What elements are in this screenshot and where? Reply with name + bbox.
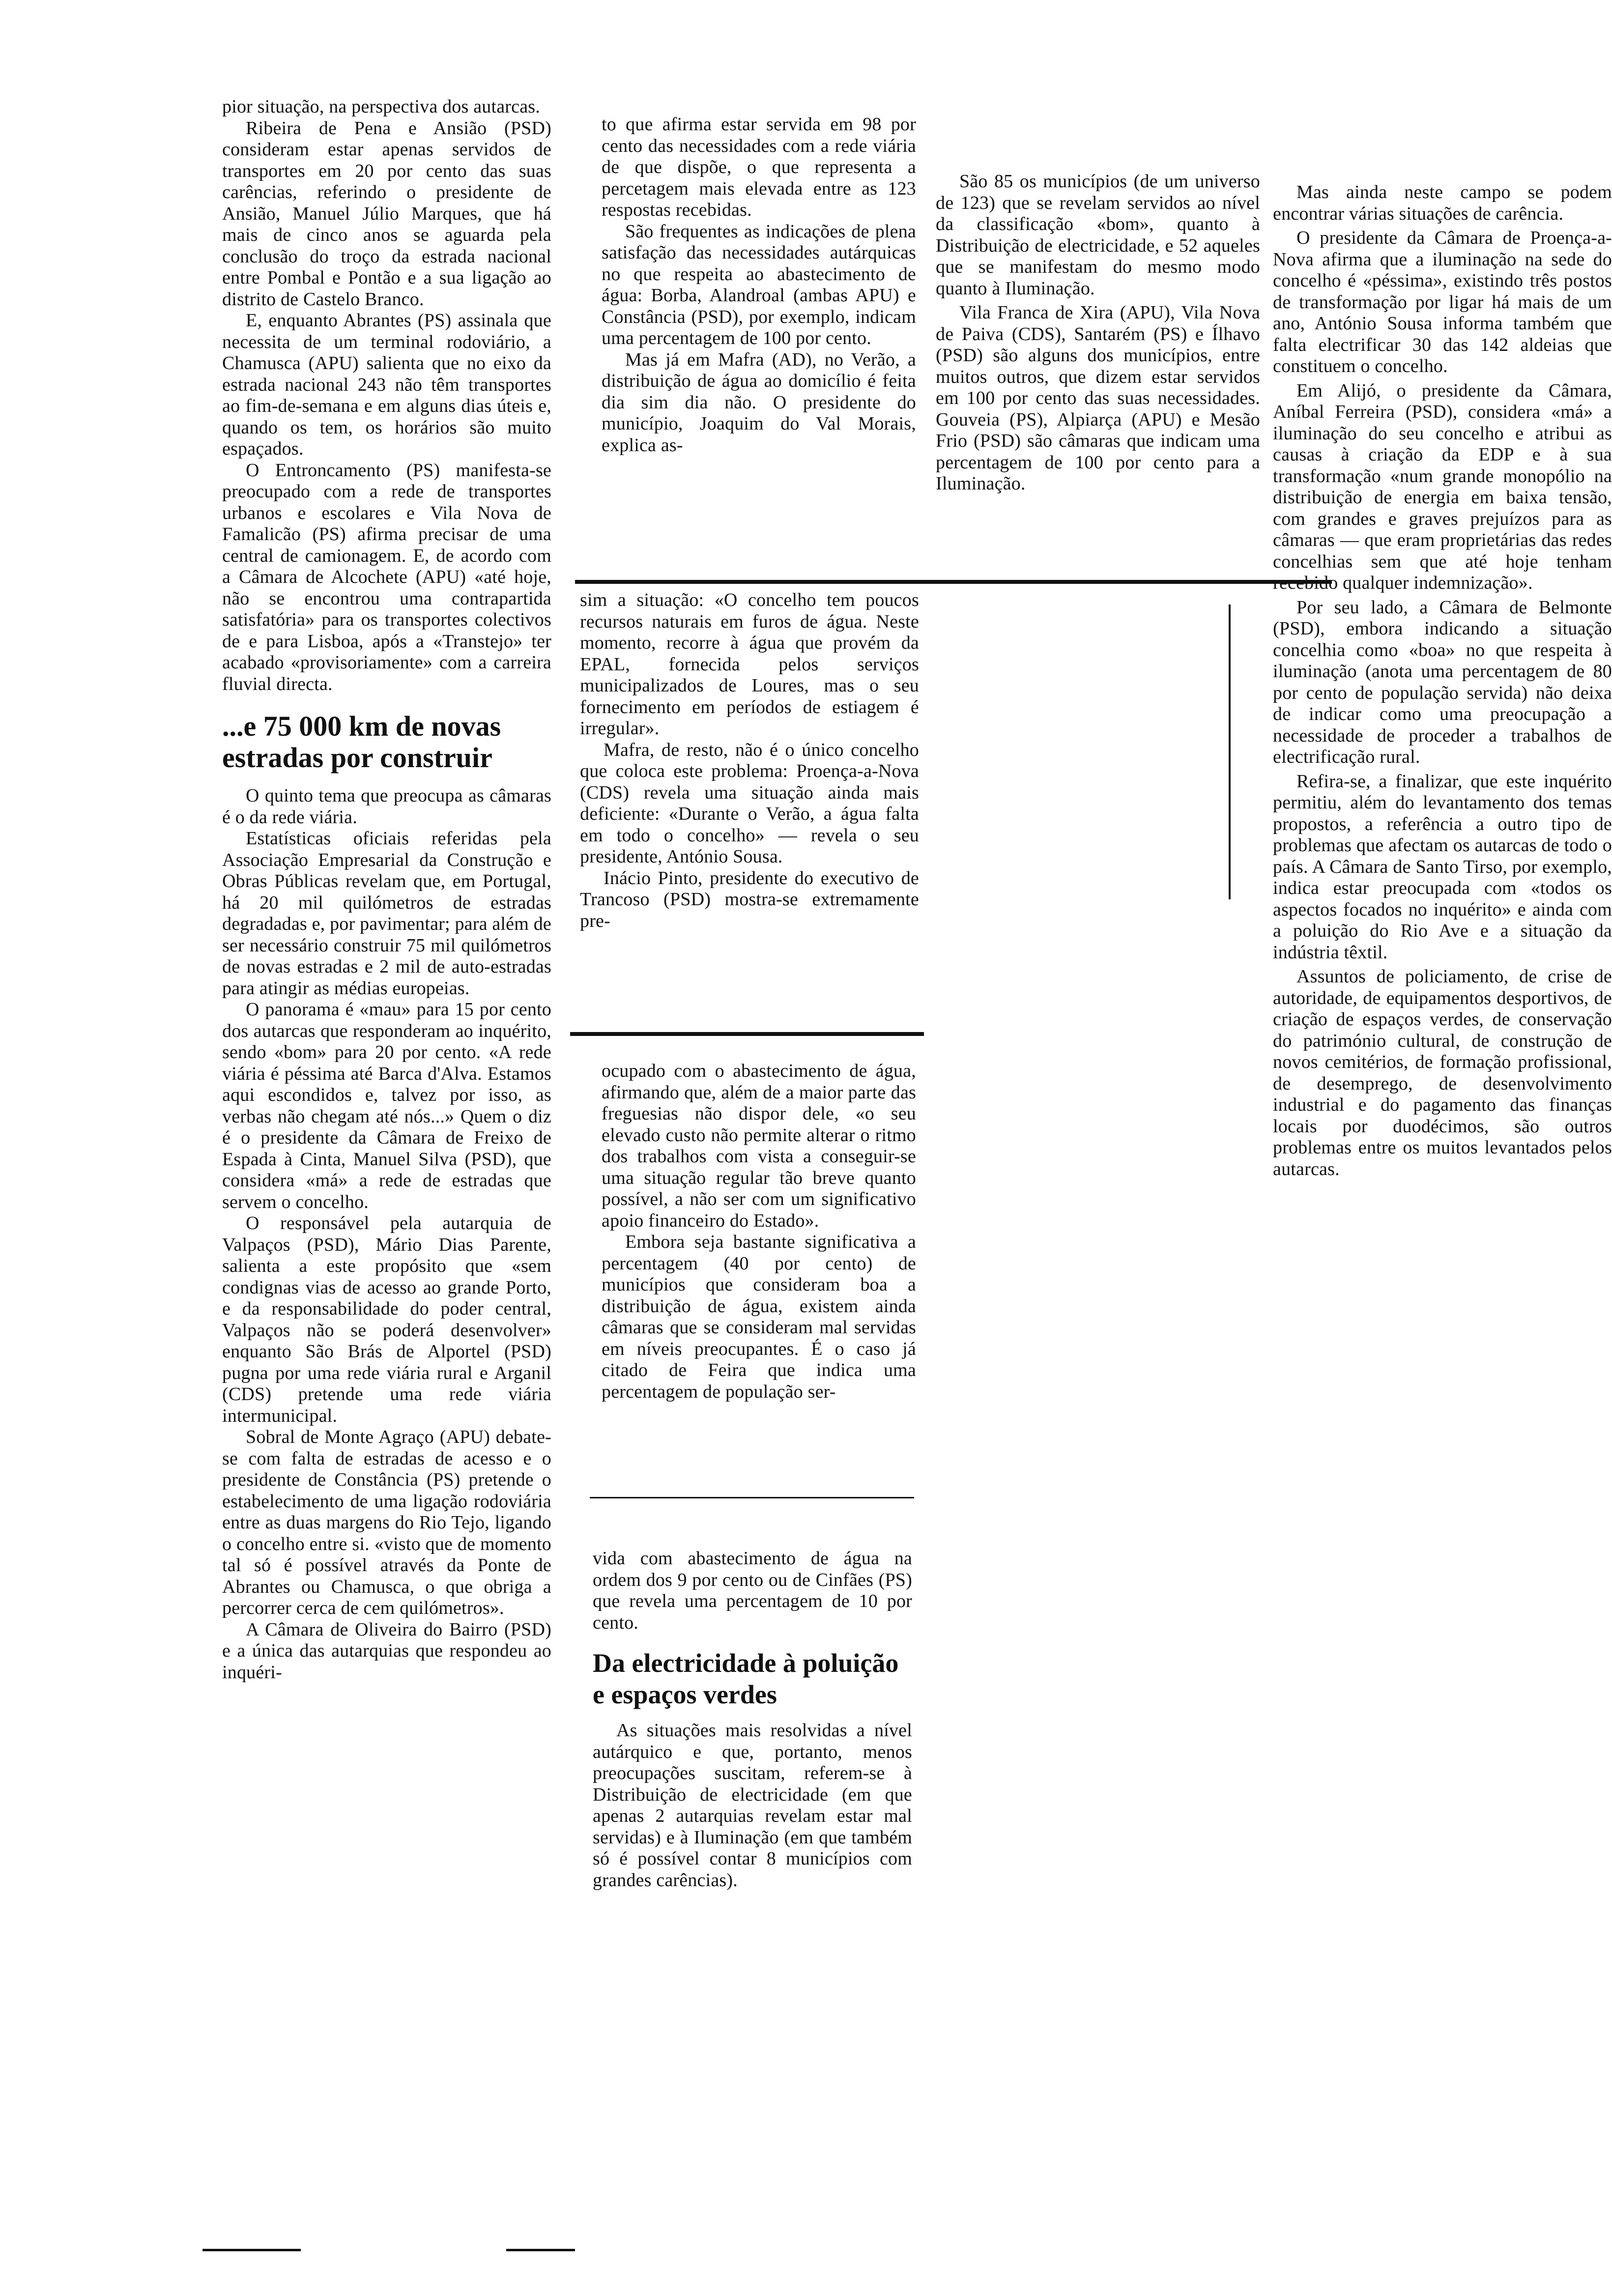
article-column-2-top — [602, 114, 916, 456]
paragraph: Por seu lado, a Câmara de Belmonte (PSD), embora indicando a situação concelhia como «boa» no que respeita à iluminação (anota uma percentagem de 80 por cento de população servida) não deixa de indicar como uma preocupação a necessidade de proceder a trabalhos de electrificação rural. — [1273, 597, 1612, 767]
paragraph: Sobral de Monte Agraço (APU) debate-se com falta de estradas de acesso e o presidente de Constância (PS) pretende o estabelecimento de uma ligação rodoviária entre as duas margens do Rio Tejo, ligando o concelho entre si. «visto que de momento tal só é possível através da Ponte de Abrantes ou Chamusca, o que obriga a percorrer cerca de cem quilómetros». — [222, 1427, 551, 1618]
paragraph: São frequentes as indicações de plena satisfação das necessidades autárquicas no que respeita ao abastecimento de água: Borba, Alandroal (ambas APU) e Constância (PSD), por exemplo, indicam uma percentagem de 100 por cento. — [602, 221, 916, 348]
paragraph: O presidente da Câmara de Proença-a-Nova afirma que a iluminação na sede do concelho é «péssima», existindo três postos de transformação por ligar há mais de um ano, António Sousa informa também que falta electrificar 30 das 142 aldeias que constituem o concelho. — [1273, 228, 1612, 376]
paragraph: Mafra, de resto, não é o único concelho que coloca este problema: Proença-a-Nova (CDS) revela uma situação ainda mais deficiente: «Durante o Verão, a água falta em todo o concelho» — revela o seu presidente, António Sousa. — [580, 739, 919, 867]
paragraph: Estatísticas oficiais referidas pela Associação Empresarial da Construção e Obras Públicas revelam que, em Portugal, há 20 mil quilómetros de estradas degradadas e, por pavimentar; para além de ser necessário construir 75 mil quilómetros de novas estradas e 2 mil de auto-estradas para atingir as médias europeias. — [222, 828, 551, 999]
box-top-rule — [575, 580, 1332, 584]
article-column-1 — [222, 96, 551, 1683]
paragraph: Embora seja bastante significativa a percentagem (40 por cento) de municípios que consideram boa a distribuição de água, existem ainda câmaras que se consideram mal servidas em níveis preocupantes. É o caso já citado de Feira que indica uma percentagem de população ser- — [602, 1232, 916, 1402]
paragraph: Ribeira de Pena e Ansião (PSD) consideram estar apenas servidos de transportes em 20 por cento das suas carências, referindo o presidente de Ansião, Manuel Júlio Marques, que há mais de cinco anos se aguarda pela conclusão do troço da estrada nacional entre Pombal e Pontão e a sua ligação ao distrito de Castelo Branco. — [222, 117, 551, 310]
paragraph: to que afirma estar servida em 98 por cento das necessidades com a rede viária de que dispõe, o que representa a percetagem mais elevada entre as 123 respostas recebidas. — [602, 114, 916, 220]
paragraph: Assuntos de policiamento, de crise de autoridade, de equipamentos desportivos, de criação de espaços verdes, de conservação do património cultural, de construção de novos cemitérios, de formação profissional, de desemprego, de desenvolvimento industrial e do pagamento das finanças locais por duodécimos, são outros problemas entre os muitos levantados pelos autarcas. — [1273, 966, 1612, 1179]
divider-rule — [590, 1497, 914, 1498]
paragraph: A Câmara de Oliveira do Bairro (PSD) e a única das autarquias que respondeu ao inquéri- — [222, 1619, 551, 1683]
paragraph: O quinto tema que preocupa as câmaras é o da rede viária. — [222, 785, 551, 828]
paragraph: Refira-se, a finalizar, que este inquérito permitiu, além do levantamento dos temas propostos, a referência a outro tipo de problemas que afectam os autarcas de todo o país. A Câmara de Santo Tirso, por exemplo, indica estar preocupada com «todos os aspectos focados no inquérito» e ainda com a poluição do Rio Ave e a situação da indústria têxtil. — [1273, 771, 1612, 963]
paragraph: Em Alijó, o presidente da Câmara, Aníbal Ferreira (PSD), considera «má» a iluminação do seu concelho e atribui as causas à criação da EDP e à sua transformação «num grande monopólio na distribuição de energia em baixa tensão, com grandes e graves prejuízos para as câmaras — que eram proprietárias das redes concelhias sem que até hoje tenham recebido qualquer indemnização». — [1273, 380, 1612, 593]
paragraph: vida com abastecimento de água na ordem dos 9 por cento ou de Cinfães (PS) que revela uma percentagem de 10 por cento. — [593, 1548, 912, 1633]
paragraph: São 85 os municípios (de um universo de 123) que se revelam servidos ao nível da classificação «bom», quanto à Distribuição de electricidade, e 52 aqueles que se manifestam do mesmo modo quanto à Iluminação. — [936, 171, 1260, 299]
section-heading: Da electricidade à poluição e espaços verdes — [593, 1648, 899, 1709]
paragraph: O panorama é «mau» para 15 por cento dos autarcas que responderam ao inquérito, sendo «bom» para 20 por cento. «A rede viária é péssima até Barca d'Alva. Estamos aqui escondidos e, talvez por isso, as verbas não chegam até nós...» Quem o diz é o presidente da Câmara de Freixo de Espada à Cinta, Manuel Silva (PSD), que considera «má» a rede de estradas que servem o concelho. — [222, 999, 551, 1212]
article-column-2-box — [580, 590, 919, 932]
paragraph: Inácio Pinto, presidente do executivo de Trancoso (PSD) mostra-se extremamente pre- — [580, 867, 919, 931]
article-column-2-middle — [602, 1061, 916, 1403]
box-bottom-rule — [570, 1032, 924, 1036]
article-column-4 — [1273, 182, 1612, 1180]
paragraph: sim a situação: «O concelho tem poucos recursos naturais em furos de água. Neste momento, recorre à água que provém da EPAL, fornecida pelos serviços municipalizados de Loures, mas o seu fornecimento em períodos de estiagem é irregular». — [580, 590, 919, 739]
article-column-3 — [936, 171, 1260, 495]
column-1-end-rule-right — [506, 2249, 575, 2251]
paragraph: ocupado com o abastecimento de água, afirmando que, além de a maior parte das freguesias não dispor dele, «o seu elevado custo não permite alterar o ritmo dos trabalhos com vista a conseguir-se uma situação regular tão breve quanto possível, a não ser com um significativo apoio financeiro do Estado». — [602, 1061, 916, 1231]
paragraph: As situações mais resolvidas a nível autárquico e que, portanto, menos preocupações suscitam, referem-se à Distribuição de electricidade (em que apenas 2 autarquias revelam estar mal servidas) e à Iluminação (em que também só é possível contar 8 municípios com grandes carências). — [593, 1720, 912, 1891]
article-column-2-bottom — [593, 1548, 912, 1891]
box-right-rule — [1229, 604, 1231, 899]
paragraph: O responsável pela autarquia de Valpaços (PSD), Mário Dias Parente, salienta a este propósito que «sem condignas vias de acesso ao grande Porto, e da responsabilidade do poder central, Valpaços não se poderá desenvolver» enquanto São Brás de Alportel (PSD) pugna por uma rede viária rural e Arganil (CDS) pretende uma rede viária intermunicipal. — [222, 1213, 551, 1426]
paragraph: O Entroncamento (PS) manifesta-se preocupado com a rede de transportes urbanos e escolares e Vila Nova de Famalicão (PS) afirma precisar de uma central de camionagem. E, de acordo com a Câmara de Alcochete (APU) «até hoje, não se encontrou uma contrapartida satisfatória» para os transportes colectivos de e para Lisboa, após a «Transtejo» ter acabado «provisoriamente» com a carreira fluvial directa. — [222, 459, 551, 694]
paragraph: Vila Franca de Xira (APU), Vila Nova de Paiva (CDS), Santarém (PS) e Ílhavo (PSD) são alguns dos municípios, entre muitos outros, que dizem estar servidos em 100 por cento das suas necessidades. Gouveia (PS), Alpiarça (APU) e Mesão Frio (PSD) são câmaras que indicam uma percentagem de 100 por cento para a Iluminação. — [936, 302, 1260, 494]
column-1-end-rule — [202, 2249, 301, 2251]
section-heading: ...e 75 000 km de novas estradas por construir — [222, 710, 501, 774]
paragraph: E, enquanto Abrantes (PS) assinala que necessita de um terminal rodoviário, a Chamusca (APU) salienta que no eixo da estrada nacional 243 não têm transportes ao fim-de-semana e em alguns dias úteis e, quando os tem, os horários são muito espaçados. — [222, 310, 551, 459]
paragraph: Mas já em Mafra (AD), no Verão, a distribuição de água ao domicílio é feita dia sim dia não. O presidente do município, Joaquim do Val Morais, explica as- — [602, 349, 916, 456]
paragraph: pior situação, na perspectiva dos autarcas. — [222, 96, 540, 117]
paragraph: Mas ainda neste campo se podem encontrar várias situações de carência. — [1273, 182, 1612, 224]
